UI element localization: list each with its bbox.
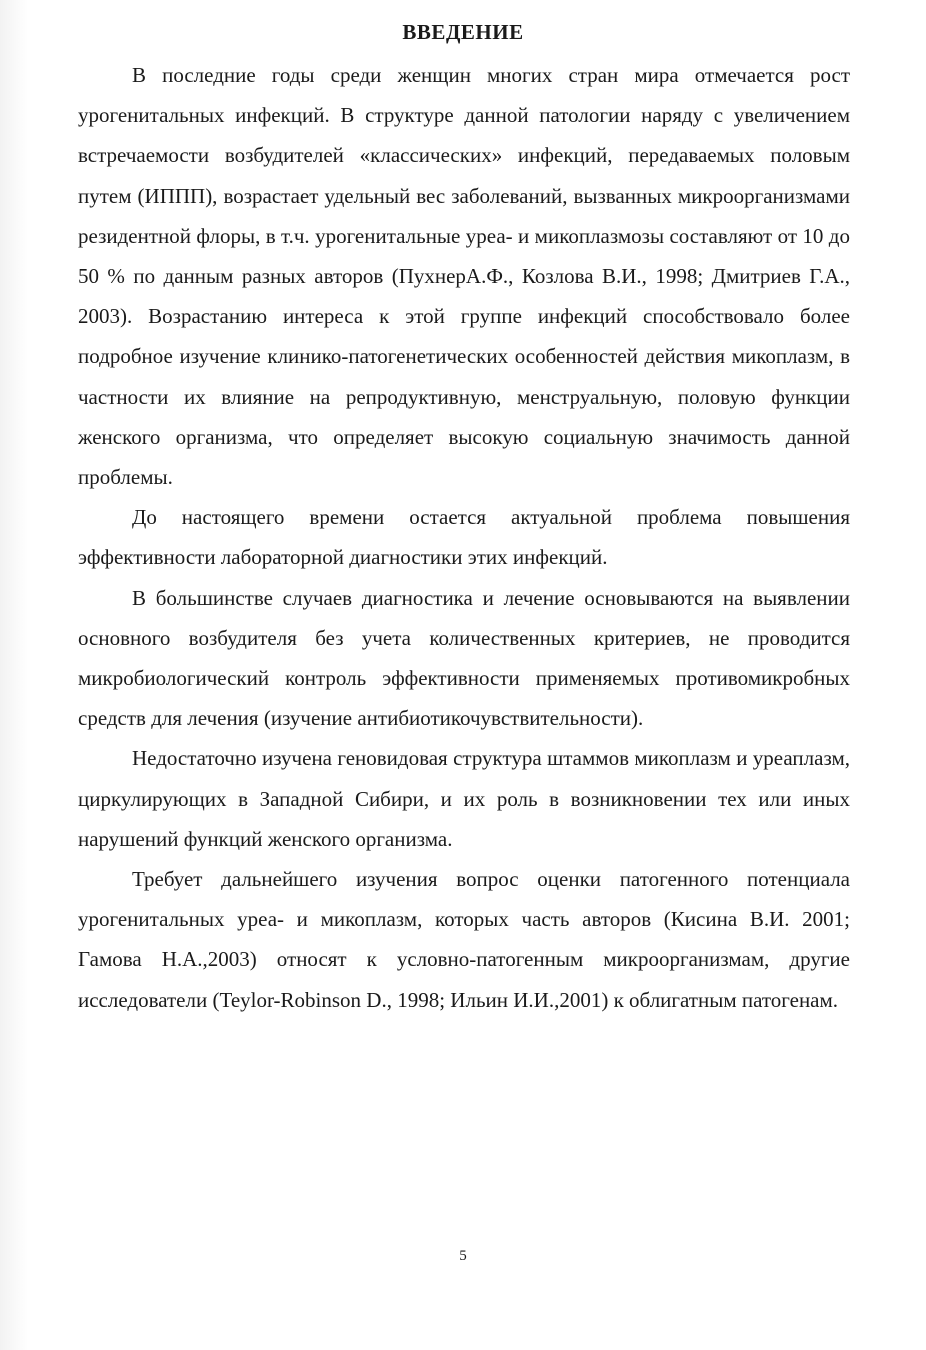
page-number: 5	[459, 1248, 467, 1264]
body-text	[78, 55, 850, 1020]
section-title: ВВЕДЕНИЕ	[402, 20, 524, 44]
paragraph-1: В последние годы среди женщин многих стран мира отмечается рост урогенитальных инфекций. В структуре данной патологии наряду с увеличением встречаемости возбудителей «классических» инфекций, передаваемых половым путем (ИППП), возрастает удельный вес заболеваний, вызванных микроорганизмами резидентной флоры, в т.ч. урогенитальные уреа- и микоплазмозы составляют от 10 до 50 % по данным разных авторов (ПухнерА.Ф., Козлова В.И., 1998; Дмитриев Г.А., 2003). Возрастанию интереса к этой группе инфекций способствовало более подробное изучение клинико-патогенетических особенностей действия микоплазм, в частности их влияние на репродуктивную, менструальную, половую функции женского организма, что определяет высокую социальную значимость данной проблемы.	[78, 63, 850, 490]
paragraph-2: До настоящего времени остается актуальной проблема повышения эффективности лабораторной диагностики этих инфекций.	[78, 505, 850, 570]
paragraph-3: В большинстве случаев диагностика и лечение основываются на выявлении основного возбудителя без учета количественных критериев, не проводится микробиологический контроль эффективности применяемых противомикробных средств для лечения (изучение антибиотикочувствительности).	[78, 585, 850, 731]
paragraph-5: Требует дальнейшего изучения вопрос оценки патогенного потенциала урогенитальных уреа- и микоплазм, которых часть авторов (Кисина В.И. 2001; Гамова Н.А.,2003) относят к условно-патогенным микроорганизмам, другие исследователи (Teylor-Robinson D., 1998; Ильин И.И.,2001) к облигатным патогенам.	[78, 867, 850, 1012]
scan-edge-shadow	[0, 0, 28, 1350]
paragraph-4: Недостаточно изучена геновидовая структура штаммов микоплазм и уреаплазм, циркулирующих в Западной Сибири, и их роль в возникновении тех или иных нарушений функций женского организма.	[78, 746, 850, 851]
